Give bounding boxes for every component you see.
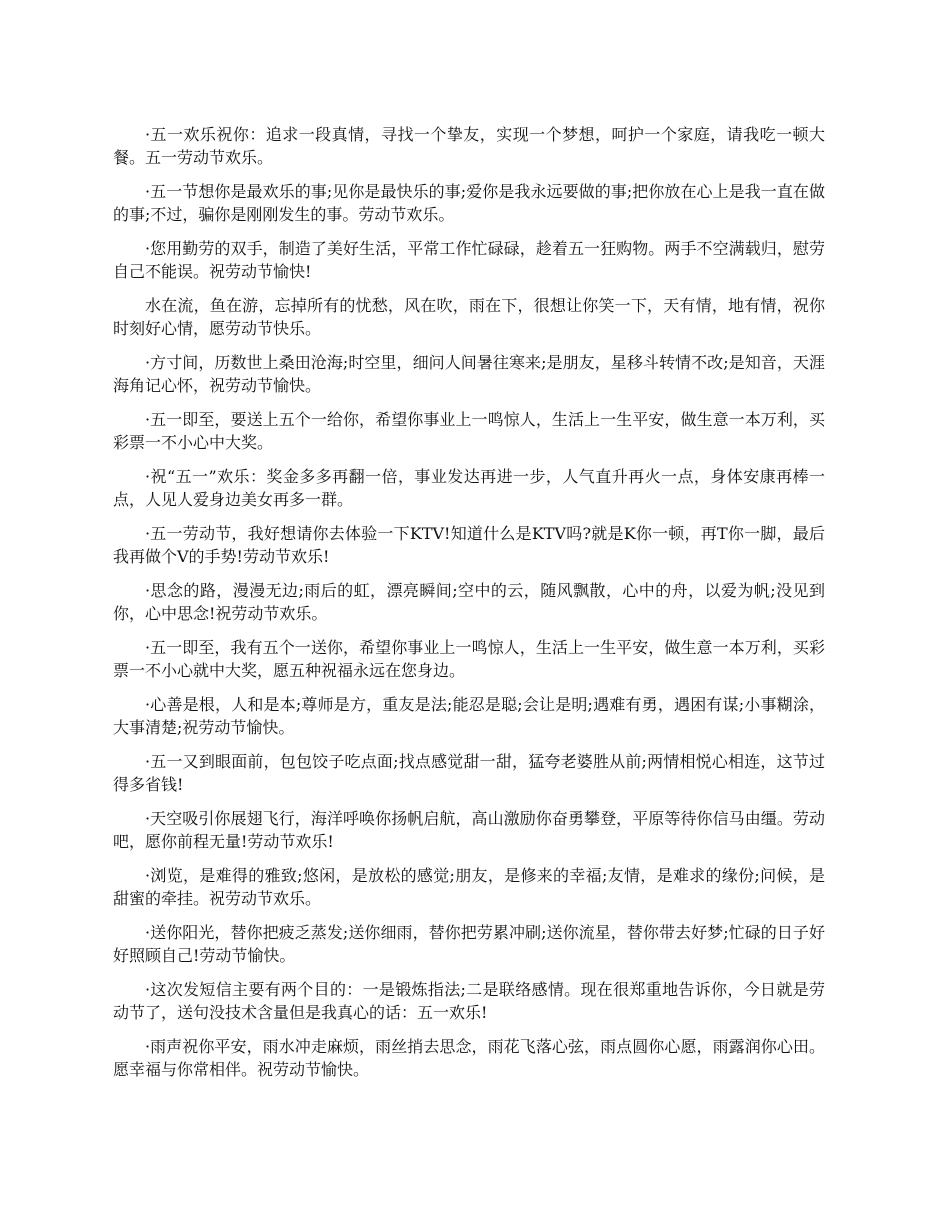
paragraph-6: ·五一即至，要送上五个一给你，希望你事业上一鸣惊人，生活上一生平安，做生意一本万利，买彩票一不小心中大奖。 <box>113 410 825 452</box>
paragraph-3: ·您用勤劳的双手，制造了美好生活，平常工作忙碌碌，趁着五一狂购物。两手不空满载归，慰劳自己不能误。祝劳动节愉快! <box>113 239 825 281</box>
paragraph-16: ·这次发短信主要有两个目的：一是锻炼指法;二是联络感情。现在很郑重地告诉你，今日就是劳动节了，送句没技术含量但是我真心的话：五一欢乐! <box>113 980 825 1022</box>
paragraph-5: ·方寸间，历数世上桑田沧海;时空里，细问人间暑往寒来;是朋友，星移斗转情不改;是知音，天涯海角记心怀，祝劳动节愉快。 <box>113 353 825 395</box>
paragraph-13: ·天空吸引你展翅飞行，海洋呼唤你扬帆启航，高山激励你奋勇攀登，平原等待你信马由缰。劳动吧，愿你前程无量!劳动节欢乐! <box>113 809 825 851</box>
paragraph-7: ·祝“五一”欢乐：奖金多多再翻一倍，事业发达再进一步，人气直升再火一点，身体安康再棒一点，人见人爱身边美女再多一群。 <box>113 467 825 509</box>
paragraph-4: 水在流，鱼在游，忘掉所有的忧愁，风在吹，雨在下，很想让你笑一下，天有情，地有情，祝你时刻好心情，愿劳动节快乐。 <box>113 296 825 338</box>
document-body <box>113 124 825 1093</box>
paragraph-11: ·心善是根，人和是本;尊师是方，重友是法;能忍是聪;会让是明;遇难有勇，遇困有谋;小事糊涂，大事清楚;祝劳动节愉快。 <box>113 695 825 737</box>
paragraph-10: ·五一即至，我有五个一送你，希望你事业上一鸣惊人，生活上一生平安，做生意一本万利，买彩票一不小心就中大奖，愿五种祝福永远在您身边。 <box>113 638 825 680</box>
paragraph-9: ·思念的路，漫漫无边;雨后的虹，漂亮瞬间;空中的云，随风飘散，心中的舟，以爱为帆;没见到你，心中思念!祝劳动节欢乐。 <box>113 581 825 623</box>
paragraph-12: ·五一又到眼面前，包包饺子吃点面;找点感觉甜一甜，猛夸老婆胜从前;两情相悦心相连，这节过得多省钱! <box>113 752 825 794</box>
paragraph-1: ·五一欢乐祝你：追求一段真情，寻找一个挚友，实现一个梦想，呵护一个家庭，请我吃一顿大餐。五一劳动节欢乐。 <box>113 125 825 167</box>
paragraph-8: ·五一劳动节，我好想请你去体验一下KTV!知道什么是KTV吗?就是K你一顿，再T你一脚，最后我再做个V的手势!劳动节欢乐! <box>113 524 825 566</box>
paragraph-14: ·浏览，是难得的雅致;悠闲，是放松的感觉;朋友，是修来的幸福;友情，是难求的缘份;问候，是甜蜜的牵挂。祝劳动节欢乐。 <box>113 866 825 908</box>
paragraph-15: ·送你阳光，替你把疲乏蒸发;送你细雨，替你把劳累冲刷;送你流星，替你带去好梦;忙碌的日子好好照顾自己!劳动节愉快。 <box>113 923 825 965</box>
paragraph-2: ·五一节想你是最欢乐的事;见你是最快乐的事;爱你是我永远要做的事;把你放在心上是我一直在做的事;不过，骗你是刚刚发生的事。劳动节欢乐。 <box>113 182 825 224</box>
paragraph-17: ·雨声祝你平安，雨水冲走麻烦，雨丝捎去思念，雨花飞落心弦，雨点圆你心愿，雨露润你心田。愿幸福与你常相伴。祝劳动节愉快。 <box>113 1037 825 1079</box>
